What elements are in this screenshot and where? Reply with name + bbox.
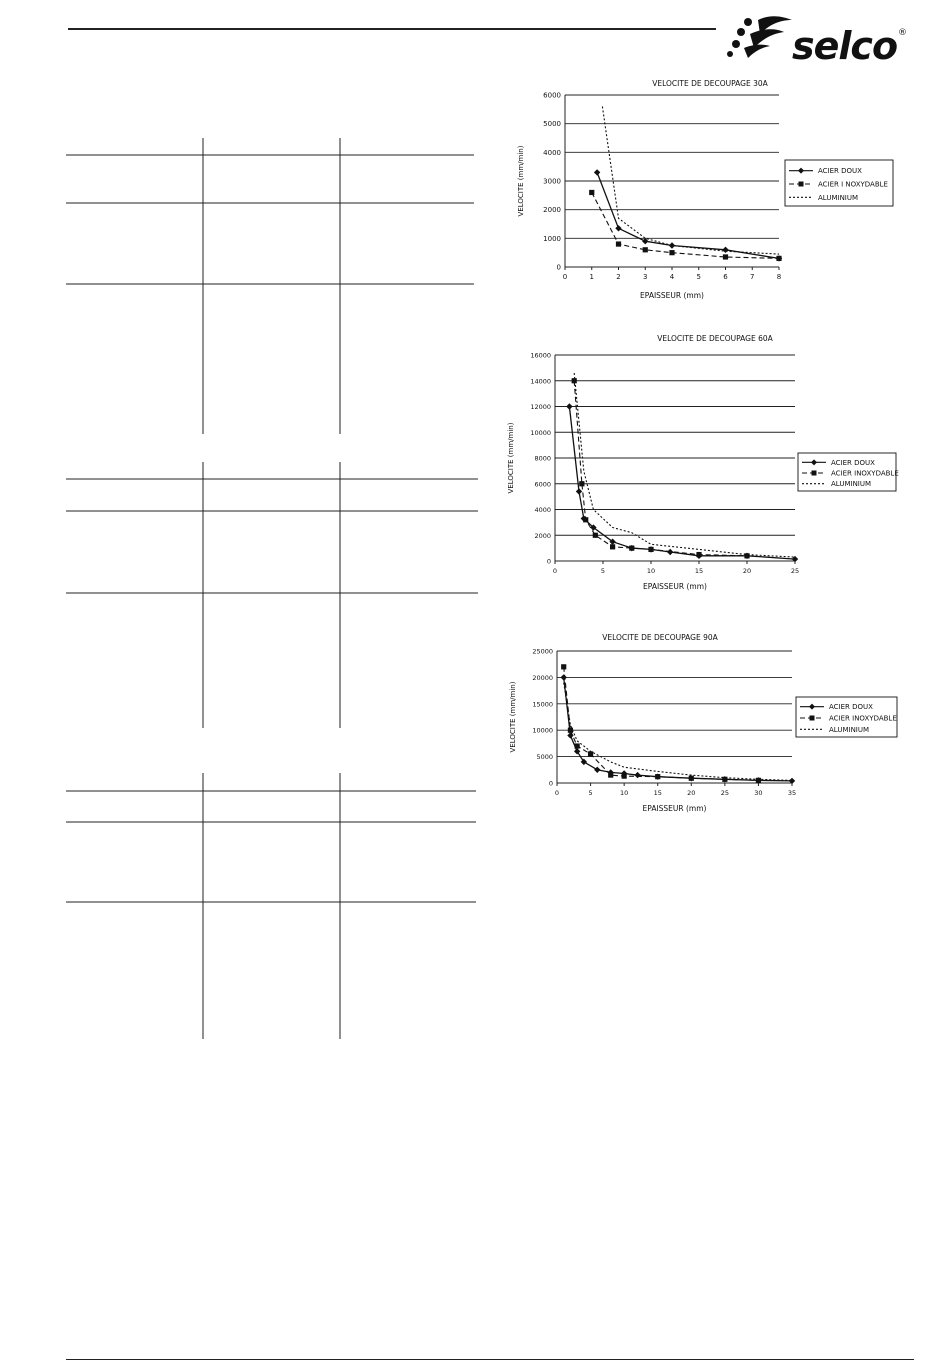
series-line-2 xyxy=(602,107,779,255)
x-tick-label: 5 xyxy=(588,789,593,797)
legend-marker-square xyxy=(810,716,815,721)
x-tick-label: 1 xyxy=(589,273,594,281)
legend-label: ACIER INOXYDABLE xyxy=(831,469,899,478)
x-tick-label: 25 xyxy=(720,789,729,797)
y-tick-label: 10000 xyxy=(530,428,551,437)
data-point-square xyxy=(572,378,577,383)
parameter-table-1 xyxy=(66,138,478,438)
x-tick-label: 0 xyxy=(552,567,558,575)
x-tick-label: 2 xyxy=(616,273,621,281)
data-point-square xyxy=(575,743,580,748)
selco-logo-mark-icon xyxy=(718,6,798,62)
data-point-diamond xyxy=(634,772,640,778)
x-tick-label: 20 xyxy=(742,567,752,575)
x-tick-label: 4 xyxy=(669,273,675,281)
x-tick-label: 3 xyxy=(643,273,648,281)
y-tick-label: 12000 xyxy=(530,403,551,411)
legend-label: ACIER DOUX xyxy=(818,167,862,176)
data-point-diamond xyxy=(566,403,572,409)
y-axis-label: VELOCITE (mm/min) xyxy=(509,681,517,753)
x-axis-label: EPAISSEUR (mm) xyxy=(643,582,707,591)
y-tick-label: 0 xyxy=(556,263,561,272)
data-point-diamond xyxy=(561,674,567,680)
data-point-square xyxy=(622,774,627,779)
data-point-square xyxy=(589,190,594,195)
y-tick-label: 0 xyxy=(546,557,551,566)
y-axis-label: VELOCITE (mm/min) xyxy=(507,422,515,494)
logo-wordmark: selco xyxy=(792,24,898,68)
series-line-1 xyxy=(574,381,747,556)
x-tick-label: 20 xyxy=(687,789,696,797)
data-point-square xyxy=(616,241,621,246)
y-tick-label: 20000 xyxy=(532,673,553,682)
x-tick-label: 8 xyxy=(776,273,782,281)
data-point-diamond xyxy=(567,732,573,738)
y-tick-label: 6000 xyxy=(543,91,561,100)
y-tick-label: 5000 xyxy=(536,753,553,762)
y-axis-label: VELOCITE (mm/min) xyxy=(517,145,525,217)
data-point-square xyxy=(561,664,566,669)
data-point-diamond xyxy=(594,169,600,175)
data-point-square xyxy=(655,774,660,779)
data-point-square xyxy=(643,247,648,252)
data-point-diamond xyxy=(615,225,621,231)
parameter-table-2 xyxy=(66,462,478,732)
data-point-square xyxy=(696,552,701,557)
data-point-square xyxy=(756,778,761,783)
x-tick-label: 0 xyxy=(562,273,568,281)
data-point-square xyxy=(593,533,598,538)
data-point-square xyxy=(669,250,674,255)
data-point-square xyxy=(629,546,634,551)
y-tick-label: 2000 xyxy=(534,531,551,540)
y-tick-label: 4000 xyxy=(534,506,551,514)
x-tick-label: 10 xyxy=(620,789,629,797)
data-point-diamond xyxy=(576,488,582,494)
cutting-speed-chart-30a xyxy=(500,70,910,310)
logo-registered-mark: ® xyxy=(898,28,907,38)
legend-label: ACIER DOUX xyxy=(831,458,875,467)
x-tick-label: 25 xyxy=(790,567,800,575)
chart-title: VELOCITE DE DECOUPAGE 60A xyxy=(657,334,773,343)
y-tick-label: 2000 xyxy=(543,206,561,215)
legend-label: ALUMINIUM xyxy=(818,193,859,202)
data-point-square xyxy=(608,772,613,777)
y-tick-label: 3000 xyxy=(543,177,561,186)
series-line-1 xyxy=(592,193,779,259)
y-tick-label: 15000 xyxy=(532,700,553,709)
data-point-square xyxy=(610,544,615,549)
legend-marker-square xyxy=(812,471,817,476)
data-point-square xyxy=(723,254,728,259)
legend-marker-square xyxy=(799,182,804,187)
data-point-diamond xyxy=(574,748,580,754)
x-tick-label: 6 xyxy=(723,273,728,281)
legend-label: ALUMINIUM xyxy=(831,480,872,489)
data-point-square xyxy=(579,481,584,486)
x-tick-label: 5 xyxy=(696,273,701,281)
data-point-diamond xyxy=(581,759,587,765)
y-tick-label: 10000 xyxy=(532,726,553,735)
data-point-square xyxy=(588,751,593,756)
legend-label: ALUMINIUM xyxy=(829,725,870,734)
x-tick-label: 30 xyxy=(754,789,763,797)
legend-label: ACIER I NOXYDABLE xyxy=(818,180,888,189)
x-tick-label: 10 xyxy=(646,567,656,575)
x-axis-label: EPAISSEUR (mm) xyxy=(640,291,704,300)
footer-rule xyxy=(66,1359,914,1360)
header-rule xyxy=(68,28,716,30)
y-tick-label: 25000 xyxy=(532,647,553,656)
x-axis-label: EPAISSEUR (mm) xyxy=(642,804,707,813)
y-tick-label: 6000 xyxy=(534,480,551,489)
y-tick-label: 8000 xyxy=(534,454,551,463)
x-tick-label: 7 xyxy=(750,273,755,281)
parameter-table-3 xyxy=(66,773,478,1043)
legend-label: ACIER INOXYDABLE xyxy=(829,714,897,723)
series-line-0 xyxy=(564,677,792,781)
cutting-speed-chart-60a xyxy=(500,325,910,600)
chart-title: VELOCITE DE DECOUPAGE 90A xyxy=(602,633,718,642)
y-tick-label: 16000 xyxy=(530,351,551,360)
data-point-diamond xyxy=(594,767,600,773)
cutting-speed-chart-90a xyxy=(500,625,910,820)
data-point-square xyxy=(689,776,694,781)
series-line-2 xyxy=(564,683,792,781)
x-tick-label: 35 xyxy=(787,789,797,797)
x-tick-label: 15 xyxy=(653,789,662,797)
data-point-square xyxy=(648,547,653,552)
data-point-diamond xyxy=(722,247,728,253)
series-line-2 xyxy=(574,373,795,557)
data-point-square xyxy=(583,517,588,522)
series-line-0 xyxy=(569,407,795,560)
x-tick-label: 5 xyxy=(600,567,606,575)
x-tick-label: 15 xyxy=(694,567,704,575)
series-line-1 xyxy=(564,667,759,781)
chart-title: VELOCITE DE DECOUPAGE 30A xyxy=(652,79,768,88)
data-point-square xyxy=(776,256,781,261)
x-tick-label: 0 xyxy=(554,789,560,797)
y-tick-label: 1000 xyxy=(543,234,561,243)
y-tick-label: 14000 xyxy=(530,377,551,386)
y-tick-label: 4000 xyxy=(543,148,561,157)
y-tick-label: 5000 xyxy=(543,120,561,129)
y-tick-label: 0 xyxy=(548,779,553,788)
legend-label: ACIER DOUX xyxy=(829,703,873,712)
